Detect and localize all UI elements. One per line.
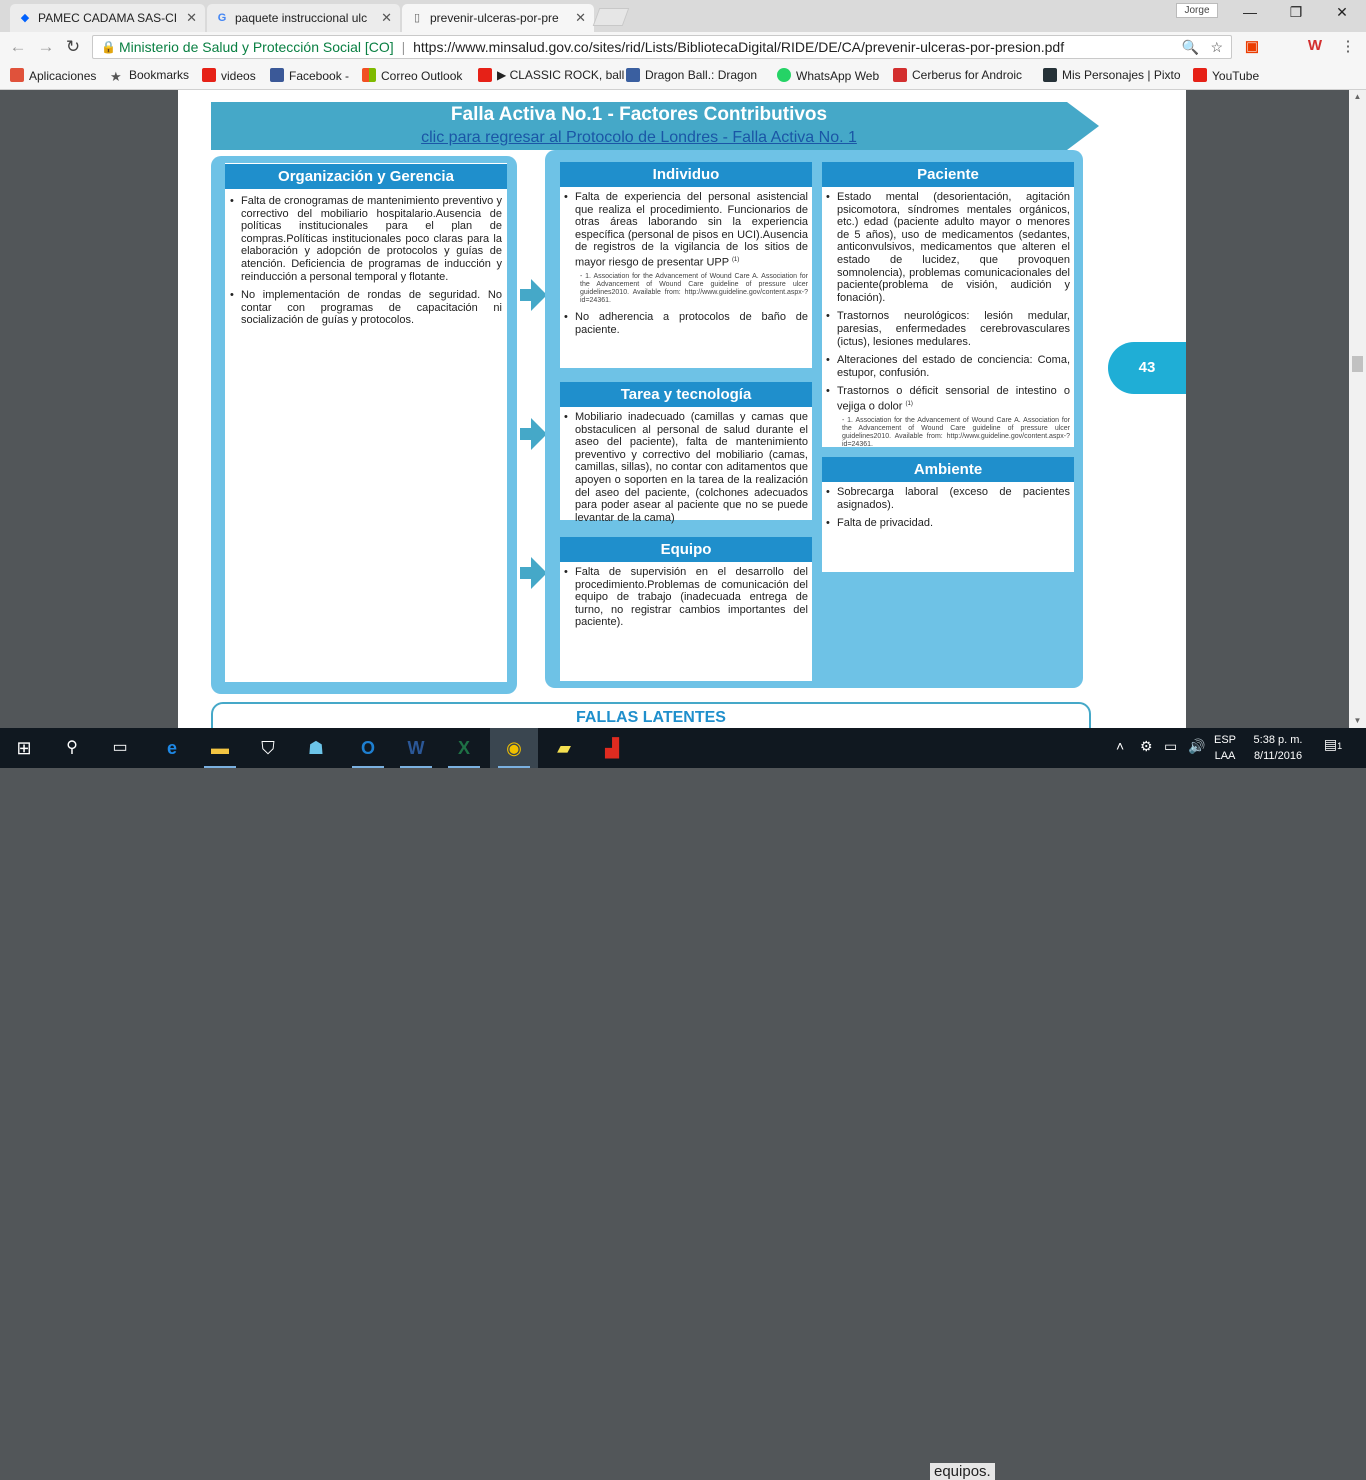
restore-icon[interactable]: ❐ — [1289, 4, 1303, 20]
bookmark-label: Dragon Ball.: Dragon — [645, 68, 758, 82]
google-icon: G — [217, 12, 227, 24]
scroll-down-icon[interactable]: ▼ — [1353, 716, 1362, 725]
star-icon[interactable]: ☆ — [1210, 39, 1223, 55]
bookmark-bookmarks[interactable] — [110, 68, 189, 84]
menu-icon[interactable]: ⋮ — [1340, 38, 1356, 55]
close-icon[interactable]: ✕ — [575, 10, 586, 25]
back-icon[interactable]: ← — [9, 37, 27, 56]
bookmarks-bar — [0, 62, 1366, 90]
browser-toolbar — [0, 32, 1366, 62]
list-item: • Mobiliario inadecuado (camillas y camas que obstaculicen al personal de salud durante el aseo del paciente), falta de mantenimiento preventivo y correctivo del mobiliario (camas, camillas, sillas), no contar con aditamentos que apoyen o soporten en la tarea de la realización del aseo del paciente, (colchones adecuados para poder asear al paciente que no se puede levantar de la cama) — [564, 411, 808, 524]
minimize-icon[interactable]: — — [1243, 4, 1257, 20]
bookmark-apps[interactable] — [10, 68, 96, 83]
banner-arrow-tip — [1067, 102, 1099, 150]
dropbox-icon: ◆ — [20, 12, 30, 24]
microsoft-icon — [362, 68, 376, 82]
volume-icon[interactable]: 🔊 — [1188, 738, 1206, 754]
fallas-latentes-label: FALLAS LATENTES — [576, 709, 726, 726]
paciente-list — [826, 191, 1070, 455]
bookmark-label: ▶ CLASSIC ROCK, ball — [497, 68, 625, 82]
address-bar[interactable] — [92, 35, 1232, 59]
vertical-scrollbar[interactable] — [1349, 90, 1366, 728]
tab-prevenir[interactable] — [402, 4, 594, 32]
individuo-heading: Individuo — [560, 162, 812, 187]
office-icon[interactable]: ▣ — [1244, 38, 1260, 55]
windows-taskbar — [0, 728, 1366, 1480]
tab-pamec[interactable] — [10, 4, 205, 32]
ambiente-list — [826, 486, 1070, 536]
tab-title: prevenir-ulceras-por-pre — [430, 11, 559, 25]
list-item: • Falta de privacidad. — [826, 517, 1070, 530]
return-protocol-link[interactable]: clic para regresar al Protocolo de Londres - Falla Activa No. 1 — [421, 129, 857, 146]
outlook-icon[interactable]: O — [344, 728, 392, 768]
equipo-heading: Equipo — [560, 537, 812, 562]
bookmark-label: Facebook - — [289, 69, 350, 83]
network-icon[interactable]: ⚙ — [1140, 738, 1153, 754]
url-text: https://www.minsalud.gov.co/sites/rid/Lists/BibliotecaDigital/RIDE/DE/CA/prevenir-ulceras-por-presion.pdf — [413, 39, 1065, 55]
site-identity: Ministerio de Salud y Protección Social [CO] — [119, 39, 394, 55]
close-icon[interactable]: ✕ — [186, 10, 197, 25]
chrome-icon[interactable]: ◉ — [490, 728, 538, 768]
bookmark-videos[interactable] — [202, 68, 256, 83]
language-code: ESP — [1213, 734, 1236, 746]
footnote-mark: (1) — [905, 400, 913, 407]
bookmark-label: YouTube — [1212, 69, 1260, 83]
windows-start-icon[interactable]: ⊞ — [16, 738, 32, 758]
search-icon[interactable]: ⚲ — [66, 739, 78, 756]
tab-title: paquete instruccional ulc — [235, 11, 368, 25]
whatsapp-icon — [777, 68, 791, 82]
bookmark-label: Aplicaciones — [29, 69, 97, 83]
bookmark-label: Cerberus for Androic — [912, 68, 1023, 82]
edge-icon[interactable]: e — [166, 738, 177, 758]
item-text: Trastornos o déficit sensorial de intestino o vejiga o dolor — [837, 385, 1070, 413]
list-item — [564, 191, 808, 305]
extension-w-icon[interactable]: W — [1307, 37, 1323, 54]
battery-icon[interactable]: ▭ — [1164, 738, 1178, 754]
tab-title: PAMEC CADAMA SAS-CI — [38, 11, 178, 25]
tarea-heading: Tarea y tecnología — [560, 382, 812, 407]
forward-icon[interactable]: → — [37, 37, 55, 56]
excel-icon[interactable]: X — [440, 728, 488, 768]
tarea-list — [564, 411, 808, 530]
people-icon[interactable]: ☗ — [307, 738, 325, 758]
zoom-icon[interactable]: 🔍 — [1181, 39, 1199, 55]
pdf-page — [178, 90, 1186, 728]
list-item: • Falta de cronogramas de mantenimiento preventivo y correctivo del mobiliario hospitalario.Ausencia de políticas institucionales para el plan de compras.Políticas institucionales poco claras para la elaboración y adopción de protocolos y guías de atención. Deficiencia de programas de inducción y reinducción a personal temporal y flotante. — [230, 195, 502, 283]
new-tab-button[interactable] — [593, 8, 630, 26]
list-item — [826, 385, 1070, 449]
clock[interactable] — [1246, 732, 1310, 764]
pixto-icon — [1043, 68, 1057, 82]
reference-note: - 1. Association for the Advancement of Wound Care A. Association for the Advancement of Wound Care guideline of pressure ulcer guidelines2010. Available from: http://www.guideline.gov/content.aspx-?id=24361. — [842, 417, 1070, 449]
chevron-up-icon[interactable]: ˄ — [1116, 738, 1125, 754]
organizacion-heading: Organización y Gerencia — [225, 164, 507, 189]
action-center-icon[interactable]: ▤1 — [1323, 736, 1343, 752]
profile-button[interactable]: Jorge — [1176, 3, 1218, 18]
file-explorer-icon[interactable]: ▬ — [196, 728, 244, 768]
scrollbar-thumb[interactable] — [1352, 356, 1363, 372]
organizacion-list — [230, 195, 502, 333]
scroll-up-icon[interactable]: ▲ — [1353, 92, 1362, 101]
bookmark-label: Mis Personajes | Pixto — [1062, 68, 1181, 82]
background-window-text: equipos. — [930, 1463, 995, 1480]
apps-grid-icon — [10, 68, 24, 82]
bookmark-classic-rock[interactable] — [478, 68, 625, 83]
tab-paquete[interactable] — [207, 4, 400, 32]
bookmark-cerberus[interactable] — [893, 68, 1024, 83]
close-icon[interactable]: ✕ — [381, 10, 392, 25]
task-view-icon[interactable]: ▭ — [112, 739, 128, 756]
youtube-icon — [1193, 68, 1207, 82]
keyboard-layout: LAA — [1214, 750, 1236, 762]
close-window-icon[interactable]: ✕ — [1336, 4, 1348, 20]
bookmark-youtube[interactable] — [1193, 68, 1259, 83]
youtube-icon — [202, 68, 216, 82]
list-item: • Estado mental (desorientación, agitación psicomotora, síndromes mentales orgánicos, etc.) edad (paciente adulto mayor o menores de 5 años), uso de medicamentos (sedantes, anticonvulsivos, medicamentos que alteren el estado de lucidez, que provoquen somnolencia), problemas comunicacionales del paciente(problema de visión, audición y fonación). — [826, 191, 1070, 304]
bookmark-whatsapp[interactable] — [777, 68, 879, 83]
clock-time: 5:38 p. m. — [1253, 734, 1303, 746]
star-icon: ★ — [110, 69, 122, 84]
lock-icon: 🔒 — [101, 40, 116, 54]
store-icon[interactable]: ⛉ — [261, 738, 275, 758]
cerberus-icon — [893, 68, 907, 82]
reference-note: - 1. Association for the Advancement of Wound Care A. Association for the Advancement of Wound Care guideline of pressure ulcer guidelines2010. Available from: http://www.guideline.gov/content.aspx-?id=24361. — [580, 273, 808, 305]
footnote-mark: (1) — [731, 256, 740, 263]
item-text: Falta de experiencia del personal asistencial que realiza el procedimiento. Funcionarios de otras áreas laborando sin la experiencia específica (personal de pisos en UCI).Ausencia de registros de la vigilancia de los sitios de mayor riesgo de presentar UPP — [575, 191, 808, 269]
paciente-heading: Paciente — [822, 162, 1074, 187]
list-item: • Falta de supervisión en el desarrollo del procedimiento.Problemas de comunicación del equipo de trabajo (inadecuada entrega de turno, no registrar cambios importantes del paciente). — [564, 566, 808, 629]
pdf-viewer[interactable] — [0, 90, 1366, 728]
bookmark-label: Correo Outlook — [381, 69, 463, 83]
equipo-list — [564, 566, 808, 635]
list-item: • Alteraciones del estado de conciencia: Coma, estupor, confusión. — [826, 354, 1070, 379]
clock-date: 8/11/2016 — [1253, 750, 1303, 762]
document-icon: ▯ — [413, 12, 421, 24]
bookmark-dragon-ball[interactable] — [626, 68, 761, 83]
bookmark-label: WhatsApp Web — [796, 69, 880, 83]
list-item: • Sobrecarga laboral (exceso de pacientes asignados). — [826, 486, 1070, 511]
bookmark-label: Bookmarks — [129, 68, 190, 82]
browser-tab-bar — [0, 0, 1366, 32]
page-number-badge: 43 — [1108, 342, 1186, 394]
bookmark-label: videos — [221, 69, 256, 83]
language-indicator[interactable] — [1212, 732, 1238, 764]
address-separator: | — [401, 39, 406, 55]
dragon-ball-icon — [626, 68, 640, 82]
list-item: • Trastornos neurológicos: lesión medular, paresias, enfermedades cerebrovasculares (ictus), lesiones medulares. — [826, 310, 1070, 348]
individuo-list — [564, 191, 808, 342]
bookmark-outlook[interactable] — [362, 68, 462, 83]
word-icon[interactable]: W — [392, 728, 440, 768]
banner-title: Falla Activa No.1 - Factores Contributivos — [450, 104, 828, 125]
bookmark-pixto[interactable] — [1043, 68, 1181, 83]
acrobat-icon[interactable]: ▟ — [605, 738, 619, 758]
facebook-icon — [270, 68, 284, 82]
sticky-notes-icon[interactable]: ▰ — [557, 738, 571, 758]
list-item: • No implementación de rondas de seguridad. No contar con programas de capacitación ni socialización de guías y protocolos. — [230, 289, 502, 327]
youtube-icon — [478, 68, 492, 82]
notification-count: 1 — [1337, 741, 1343, 751]
reload-icon[interactable]: ↻ — [65, 37, 81, 56]
ambiente-heading: Ambiente — [822, 457, 1074, 482]
list-item: • No adherencia a protocolos de baño de paciente. — [564, 311, 808, 336]
bookmark-facebook[interactable] — [270, 68, 349, 83]
